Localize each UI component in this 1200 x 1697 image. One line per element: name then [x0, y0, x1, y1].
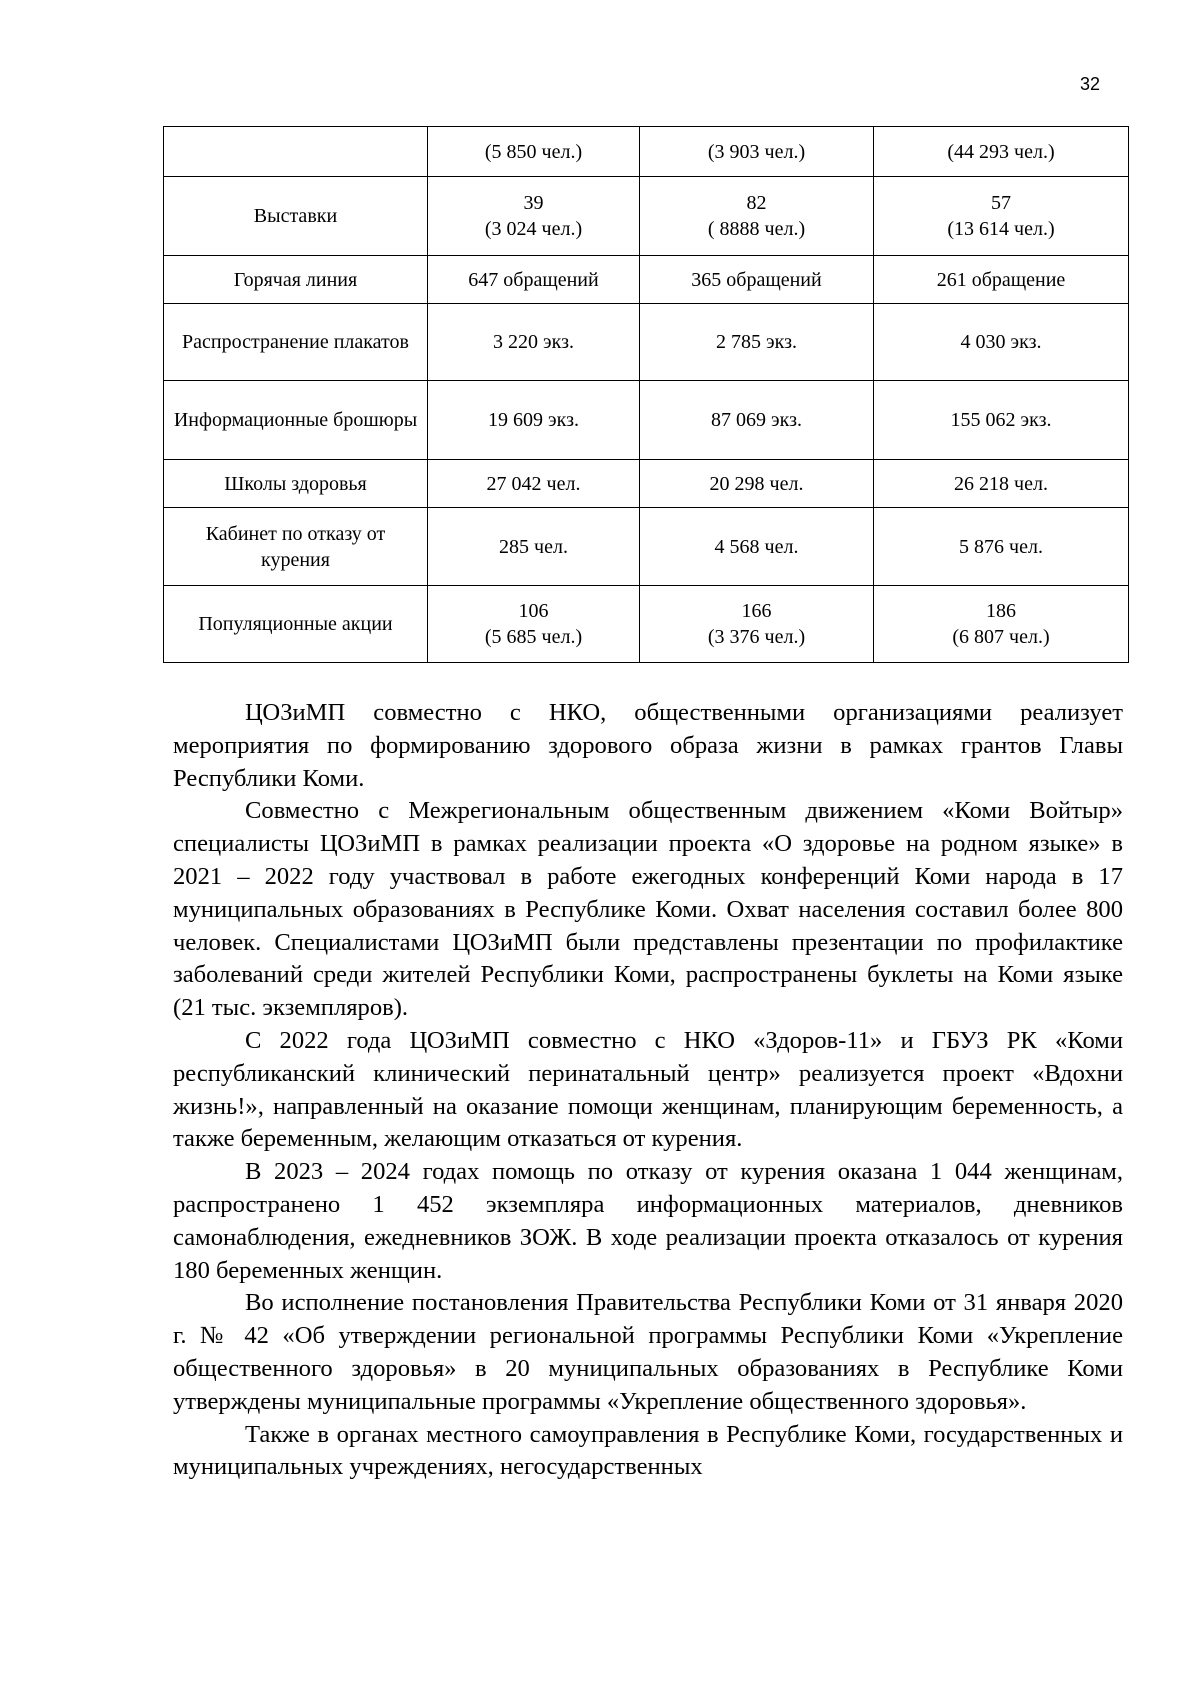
cell-line: 20 298 чел. [709, 472, 804, 495]
table-row [164, 127, 1129, 177]
statistics-table [163, 126, 1129, 663]
table-cell [428, 304, 640, 381]
page-number: 32 [1080, 74, 1101, 94]
paragraph: ЦОЗиМП совместно с НКО, общественными организациями реализует мероприятия по формированию здорового образа жизни в рамках грантов Главы Республики Коми. [173, 699, 1123, 792]
cell-line: 39 [523, 192, 544, 214]
cell-line: 5 876 чел. [959, 535, 1043, 558]
cell-line: 26 218 чел. [954, 472, 1048, 495]
table-row [164, 508, 1129, 586]
paragraph: Совместно с Межрегиональным общественным движением «Коми Войтыр» специалисты ЦОЗиМП в рамках реализации проекта «О здоровье на родном языке» в 2021 – 2022 году участвовал в работе ежегодных конференций Коми народа в 17 муниципальных образованиях в Республике Коми. Охват населения составил более 800 человек. Специалистами ЦОЗиМП были представлены презентации по профилактике заболеваний среди жителей Республики Коми, распространены буклеты на Коми языке (21 тыс. экземпляров). [173, 797, 1123, 1022]
cell-line: (6 807 чел.) [952, 626, 1050, 648]
table-cell [428, 177, 640, 256]
cell-line: (13 614 чел.) [947, 218, 1055, 240]
paragraph: Во исполнение постановления Правительства Республики Коми от 31 января 2020 г. № 42 «Об утверждении региональной программы Республики Коми «Укрепление общественного здоровья» в 20 муниципальных образованиях в Республике Коми утверждены муниципальные программы «Укрепление общественного здоровья». [173, 1289, 1123, 1415]
table-cell [874, 256, 1129, 304]
table-row [164, 304, 1129, 381]
cell-line: ( 8888 чел.) [707, 218, 806, 240]
table-cell [874, 177, 1129, 256]
cell-line: 57 [991, 192, 1011, 214]
table-cell [640, 586, 874, 663]
row-label: Информационные брошюры [164, 381, 428, 460]
cell-line: 82 [746, 192, 767, 214]
row-label [164, 127, 428, 177]
body-text [173, 697, 1123, 1484]
table-cell [874, 460, 1129, 508]
row-label: Горячая линия [164, 256, 428, 304]
cell-line: 166 [741, 600, 772, 622]
table-cell [874, 381, 1129, 460]
table-cell [874, 508, 1129, 586]
table-cell [640, 256, 874, 304]
cell-line: 2 785 экз. [716, 331, 797, 353]
table-cell [640, 127, 874, 177]
table-cell [640, 304, 874, 381]
table-cell [428, 586, 640, 663]
table-cell [428, 508, 640, 586]
row-label: Выставки [164, 177, 428, 256]
cell-line: 285 чел. [499, 535, 568, 558]
cell-line: 647 обращений [468, 268, 599, 291]
cell-line: 4 030 экз. [960, 331, 1042, 353]
cell-line: 19 609 экз. [488, 409, 579, 431]
table-cell [874, 586, 1129, 663]
table-cell [428, 381, 640, 460]
paragraph: Также в органах местного самоуправления в Республике Коми, государственных и муниципальных учреждениях, негосударственных [173, 1420, 1123, 1481]
table-cell [640, 177, 874, 256]
cell-line: (5 850 чел.) [484, 140, 583, 163]
cell-line: (44 293 чел.) [947, 140, 1055, 163]
table-cell [640, 508, 874, 586]
cell-line: 261 обращение [936, 268, 1066, 291]
table-row [164, 586, 1129, 663]
table-cell [874, 304, 1129, 381]
paragraph: В 2023 – 2024 годах помощь по отказу от курения оказана 1 044 женщинам, распространено 1 452 экземпляра информационных материалов, дневников самонаблюдения, ежедневников ЗОЖ. В ходе реализации проекта отказалось от курения 180 беременных женщин. [173, 1158, 1123, 1284]
cell-line: 155 062 экз. [950, 409, 1052, 431]
table-cell [428, 460, 640, 508]
cell-line: 186 [986, 600, 1016, 622]
table-row [164, 460, 1129, 508]
cell-line: (3 376 чел.) [707, 626, 806, 648]
table-cell [640, 381, 874, 460]
cell-line: 365 обращений [691, 268, 822, 291]
cell-line: 3 220 экз. [493, 331, 574, 353]
table-row [164, 381, 1129, 460]
cell-line: (3 903 чел.) [707, 140, 806, 163]
row-label: Школы здоровья [164, 460, 428, 508]
cell-line: 27 042 чел. [486, 472, 581, 495]
table-cell [428, 256, 640, 304]
table-row [164, 256, 1129, 304]
row-label: Распространение плакатов [164, 304, 428, 381]
cell-line: 4 568 чел. [714, 535, 799, 558]
cell-line: (5 685 чел.) [484, 626, 583, 648]
cell-line: 106 [518, 600, 549, 622]
table-row [164, 177, 1129, 256]
row-label: Популяционные акции [164, 586, 428, 663]
table-cell [874, 127, 1129, 177]
paragraph: С 2022 года ЦОЗиМП совместно с НКО «Здоров-11» и ГБУЗ РК «Коми республиканский клинический перинатальный центр» реализуется проект «Вдохни жизнь!», направленный на оказание помощи женщинам, планирующим беременность, а также беременным, желающим отказаться от курения. [173, 1026, 1123, 1153]
cell-line: (3 024 чел.) [484, 218, 583, 240]
cell-line: 87 069 экз. [711, 409, 802, 431]
table-cell [428, 127, 640, 177]
table-cell [640, 460, 874, 508]
row-label: Кабинет по отказу от курения [164, 508, 428, 586]
